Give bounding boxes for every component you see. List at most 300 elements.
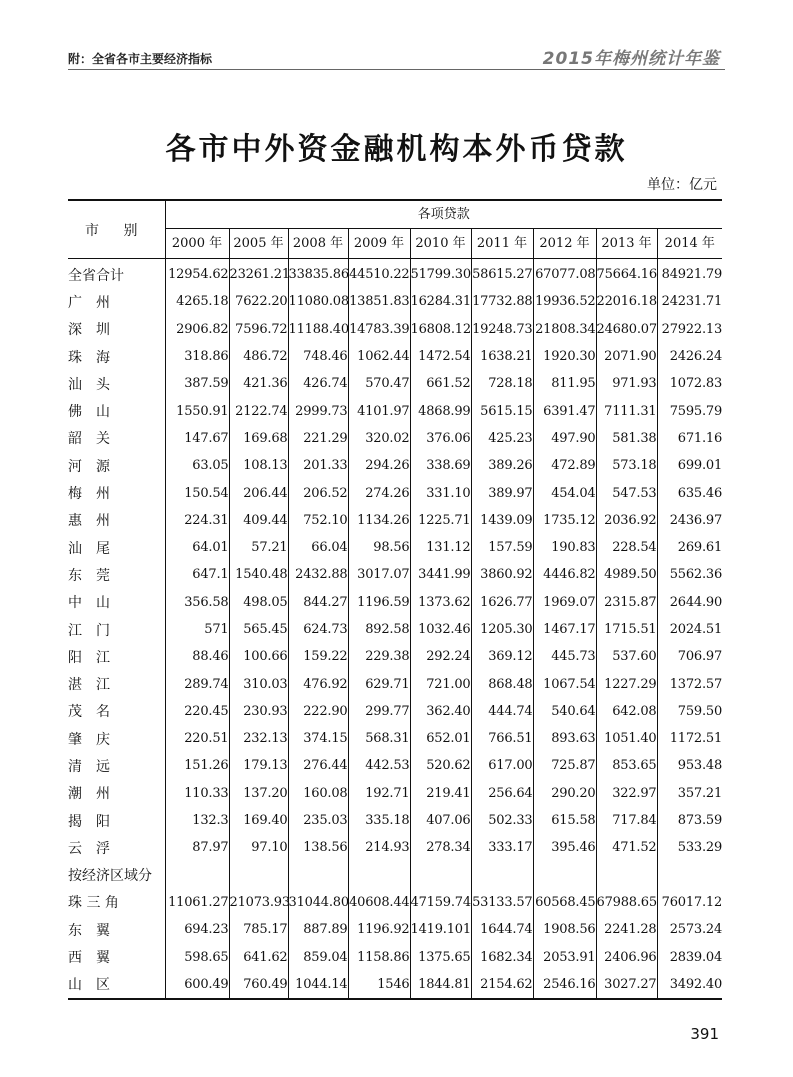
column-header-year: 2014 年: [657, 229, 722, 259]
value-cell: 785.17: [229, 916, 288, 943]
value-cell: 224.31: [165, 507, 229, 534]
value-cell: 19936.52: [533, 288, 596, 315]
value-cell: 1920.30: [533, 343, 596, 370]
value-cell: 568.31: [348, 725, 410, 752]
table-row: [68, 452, 722, 479]
value-cell: 60568.45: [533, 889, 596, 916]
value-cell: 229.38: [348, 643, 410, 670]
value-cell: 23261.21: [229, 259, 288, 289]
value-cell: 2241.28: [596, 916, 657, 943]
value-cell: 274.26: [348, 479, 410, 506]
region-name-cell: 东 翼: [68, 922, 110, 939]
value-cell: 256.64: [471, 780, 533, 807]
value-cell: 190.83: [533, 534, 596, 561]
region-name-cell: 深 圳: [68, 322, 110, 339]
value-cell: 2315.87: [596, 589, 657, 616]
value-cell: 357.21: [657, 780, 722, 807]
value-cell: 7596.72: [229, 316, 288, 343]
value-cell: 14783.39: [348, 316, 410, 343]
value-cell: 2573.24: [657, 916, 722, 943]
value-cell: 571: [165, 616, 229, 643]
value-cell: 2426.24: [657, 343, 722, 370]
page-number: 391: [690, 1025, 719, 1043]
value-cell: 476.92: [288, 670, 348, 697]
value-cell: 310.03: [229, 670, 288, 697]
value-cell: 147.67: [165, 425, 229, 452]
value-cell: 1227.29: [596, 670, 657, 697]
value-cell: 3492.40: [657, 971, 722, 999]
value-cell: 289.74: [165, 670, 229, 697]
value-cell: 335.18: [348, 807, 410, 834]
value-cell: [288, 862, 348, 889]
value-cell: 57.21: [229, 534, 288, 561]
value-cell: 873.59: [657, 807, 722, 834]
value-cell: 1372.57: [657, 670, 722, 697]
value-cell: 502.33: [471, 807, 533, 834]
value-cell: 2839.04: [657, 943, 722, 970]
table-row: [68, 616, 722, 643]
value-cell: 3860.92: [471, 561, 533, 588]
value-cell: 33835.86: [288, 259, 348, 289]
value-cell: 84921.79: [657, 259, 722, 289]
value-cell: 230.93: [229, 698, 288, 725]
value-cell: 3017.07: [348, 561, 410, 588]
value-cell: [165, 862, 229, 889]
year-header-row: [68, 229, 722, 259]
value-cell: 1062.44: [348, 343, 410, 370]
value-cell: 760.49: [229, 971, 288, 999]
value-cell: 1225.71: [410, 507, 471, 534]
value-cell: 407.06: [410, 807, 471, 834]
value-cell: 1472.54: [410, 343, 471, 370]
value-cell: 5615.15: [471, 397, 533, 424]
table-row: [68, 288, 722, 315]
region-name-cell: 珠 海: [68, 349, 110, 366]
value-cell: 387.59: [165, 370, 229, 397]
value-cell: 58615.27: [471, 259, 533, 289]
table-row: [68, 889, 722, 916]
page-title: 各市中外资金融机构本外币贷款: [165, 132, 628, 167]
value-cell: 811.95: [533, 370, 596, 397]
table-row: [68, 343, 722, 370]
value-cell: 472.89: [533, 452, 596, 479]
value-cell: 624.73: [288, 616, 348, 643]
region-name-cell: 肇 庆: [68, 731, 110, 748]
value-cell: 868.48: [471, 670, 533, 697]
value-cell: 299.77: [348, 698, 410, 725]
region-name-cell: 揭 阳: [68, 813, 110, 830]
value-cell: 333.17: [471, 834, 533, 861]
value-cell: 421.36: [229, 370, 288, 397]
region-name-cell: 西 翼: [68, 950, 110, 967]
value-cell: 533.29: [657, 834, 722, 861]
value-cell: 661.52: [410, 370, 471, 397]
value-cell: 290.20: [533, 780, 596, 807]
value-cell: 4989.50: [596, 561, 657, 588]
value-cell: 12954.62: [165, 259, 229, 289]
value-cell: 24231.71: [657, 288, 722, 315]
value-cell: 2999.73: [288, 397, 348, 424]
value-cell: 4265.18: [165, 288, 229, 315]
table-row: [68, 316, 722, 343]
value-cell: 21808.34: [533, 316, 596, 343]
value-cell: 97.10: [229, 834, 288, 861]
value-cell: 31044.80: [288, 889, 348, 916]
value-cell: 138.56: [288, 834, 348, 861]
value-cell: 1196.92: [348, 916, 410, 943]
value-cell: 4101.97: [348, 397, 410, 424]
region-name-cell: 江 门: [68, 622, 110, 639]
value-cell: 100.66: [229, 643, 288, 670]
value-cell: 1044.14: [288, 971, 348, 999]
value-cell: 547.53: [596, 479, 657, 506]
value-cell: 1373.62: [410, 589, 471, 616]
value-cell: 652.01: [410, 725, 471, 752]
table-row: [68, 834, 722, 861]
loans-table: [68, 199, 722, 1000]
region-name-cell: 云 浮: [68, 840, 110, 857]
table-row: [68, 725, 722, 752]
value-cell: 570.47: [348, 370, 410, 397]
value-cell: 19248.73: [471, 316, 533, 343]
value-cell: 232.13: [229, 725, 288, 752]
value-cell: 1546: [348, 971, 410, 999]
value-cell: 1638.21: [471, 343, 533, 370]
region-name-cell: 汕 尾: [68, 540, 110, 557]
value-cell: 44510.22: [348, 259, 410, 289]
unit-label: 单位：亿元: [647, 177, 717, 193]
value-cell: 1375.65: [410, 943, 471, 970]
value-cell: 11061.27: [165, 889, 229, 916]
value-cell: 369.12: [471, 643, 533, 670]
running-header-yearbook: 2015年梅州统计年鉴: [542, 49, 720, 69]
value-cell: 706.97: [657, 643, 722, 670]
value-cell: 214.93: [348, 834, 410, 861]
value-cell: 1032.46: [410, 616, 471, 643]
table-row: [68, 916, 722, 943]
value-cell: 356.58: [165, 589, 229, 616]
value-cell: 498.05: [229, 589, 288, 616]
value-cell: 892.58: [348, 616, 410, 643]
value-cell: 540.64: [533, 698, 596, 725]
value-cell: [533, 862, 596, 889]
value-cell: 4446.82: [533, 561, 596, 588]
value-cell: 1844.81: [410, 971, 471, 999]
value-cell: 445.73: [533, 643, 596, 670]
region-name-cell: 湛 江: [68, 677, 110, 694]
value-cell: 699.01: [657, 452, 722, 479]
region-name-cell: 中 山: [68, 595, 110, 612]
value-cell: 759.50: [657, 698, 722, 725]
value-cell: 425.23: [471, 425, 533, 452]
value-cell: 75664.16: [596, 259, 657, 289]
value-cell: 221.29: [288, 425, 348, 452]
value-cell: 169.40: [229, 807, 288, 834]
value-cell: 362.40: [410, 698, 471, 725]
value-cell: 859.04: [288, 943, 348, 970]
value-cell: 47159.74: [410, 889, 471, 916]
value-cell: 5562.36: [657, 561, 722, 588]
value-cell: 454.04: [533, 479, 596, 506]
value-cell: 748.46: [288, 343, 348, 370]
region-name-cell: 清 远: [68, 758, 110, 775]
region-name-cell: 全省合计: [68, 267, 124, 284]
value-cell: 131.12: [410, 534, 471, 561]
value-cell: [471, 862, 533, 889]
column-header-year: 2009 年: [348, 229, 410, 259]
value-cell: 573.18: [596, 452, 657, 479]
value-cell: 132.3: [165, 807, 229, 834]
value-cell: 219.41: [410, 780, 471, 807]
value-cell: 22016.18: [596, 288, 657, 315]
value-cell: 21073.93: [229, 889, 288, 916]
table-row: [68, 397, 722, 424]
region-name-cell: 梅 州: [68, 486, 110, 503]
value-cell: 2436.97: [657, 507, 722, 534]
column-header-year: 2010 年: [410, 229, 471, 259]
value-cell: 2036.92: [596, 507, 657, 534]
value-cell: 169.68: [229, 425, 288, 452]
region-name-cell: 阳 江: [68, 649, 110, 666]
value-cell: 971.93: [596, 370, 657, 397]
value-cell: 1644.74: [471, 916, 533, 943]
table-row: [68, 943, 722, 970]
value-cell: 7622.20: [229, 288, 288, 315]
value-cell: 389.97: [471, 479, 533, 506]
region-name-cell: 汕 头: [68, 376, 110, 393]
value-cell: 137.20: [229, 780, 288, 807]
value-cell: 206.44: [229, 479, 288, 506]
table-row: [68, 370, 722, 397]
value-cell: 88.46: [165, 643, 229, 670]
value-cell: 40608.44: [348, 889, 410, 916]
value-cell: 2432.88: [288, 561, 348, 588]
region-name-cell: 山 区: [68, 971, 165, 999]
region-name-cell: 广 州: [68, 294, 110, 311]
value-cell: 426.74: [288, 370, 348, 397]
value-cell: [229, 862, 288, 889]
region-name-cell: 潮 州: [68, 786, 110, 803]
region-name-cell: 惠 州: [68, 513, 110, 530]
value-cell: 766.51: [471, 725, 533, 752]
value-cell: 598.65: [165, 943, 229, 970]
value-cell: 1134.26: [348, 507, 410, 534]
region-name-cell: 茂 名: [68, 704, 110, 721]
value-cell: 2053.91: [533, 943, 596, 970]
table-row: [68, 561, 722, 588]
value-cell: 565.45: [229, 616, 288, 643]
table-row: [68, 507, 722, 534]
value-cell: 11188.40: [288, 316, 348, 343]
value-cell: 201.33: [288, 452, 348, 479]
value-cell: 671.16: [657, 425, 722, 452]
value-cell: 192.71: [348, 780, 410, 807]
value-cell: 206.52: [288, 479, 348, 506]
value-cell: 617.00: [471, 752, 533, 779]
value-cell: 179.13: [229, 752, 288, 779]
value-cell: 7595.79: [657, 397, 722, 424]
value-cell: 1072.83: [657, 370, 722, 397]
value-cell: 157.59: [471, 534, 533, 561]
region-name-cell: 东 莞: [68, 567, 110, 584]
value-cell: 2644.90: [657, 589, 722, 616]
value-cell: 1540.48: [229, 561, 288, 588]
value-cell: 87.97: [165, 834, 229, 861]
column-header-year: 2012 年: [533, 229, 596, 259]
table-row: [68, 589, 722, 616]
value-cell: 16284.31: [410, 288, 471, 315]
column-header-year: 2005 年: [229, 229, 288, 259]
column-header-year: 2013 年: [596, 229, 657, 259]
value-cell: 581.38: [596, 425, 657, 452]
value-cell: 1715.51: [596, 616, 657, 643]
value-cell: 4868.99: [410, 397, 471, 424]
value-cell: 600.49: [165, 971, 229, 999]
value-cell: 3027.27: [596, 971, 657, 999]
table-row: [68, 425, 722, 452]
column-header-year: 2000 年: [165, 229, 229, 259]
value-cell: 1626.77: [471, 589, 533, 616]
value-cell: 222.90: [288, 698, 348, 725]
value-cell: 1172.51: [657, 725, 722, 752]
value-cell: 276.44: [288, 752, 348, 779]
value-cell: 2406.96: [596, 943, 657, 970]
value-cell: 953.48: [657, 752, 722, 779]
value-cell: 1067.54: [533, 670, 596, 697]
region-name-cell: 按经济区域分: [68, 868, 152, 885]
table-row: [68, 780, 722, 807]
value-cell: 318.86: [165, 343, 229, 370]
value-cell: 725.87: [533, 752, 596, 779]
table-row: [68, 259, 722, 289]
value-cell: 409.44: [229, 507, 288, 534]
value-cell: 2906.82: [165, 316, 229, 343]
value-cell: 108.13: [229, 452, 288, 479]
value-cell: 615.58: [533, 807, 596, 834]
value-cell: 220.51: [165, 725, 229, 752]
value-cell: 53133.57: [471, 889, 533, 916]
value-cell: 752.10: [288, 507, 348, 534]
value-cell: 331.10: [410, 479, 471, 506]
table-row: [68, 670, 722, 697]
value-cell: 2122.74: [229, 397, 288, 424]
value-cell: 717.84: [596, 807, 657, 834]
value-cell: 1550.91: [165, 397, 229, 424]
value-cell: 497.90: [533, 425, 596, 452]
value-cell: 3441.99: [410, 561, 471, 588]
value-cell: 11080.08: [288, 288, 348, 315]
value-cell: 1467.17: [533, 616, 596, 643]
value-cell: 629.71: [348, 670, 410, 697]
value-cell: 444.74: [471, 698, 533, 725]
value-cell: 374.15: [288, 725, 348, 752]
value-cell: 235.03: [288, 807, 348, 834]
value-cell: 2154.62: [471, 971, 533, 999]
value-cell: 322.97: [596, 780, 657, 807]
value-cell: 17732.88: [471, 288, 533, 315]
value-cell: 76017.12: [657, 889, 722, 916]
value-cell: 63.05: [165, 452, 229, 479]
value-cell: [410, 862, 471, 889]
value-cell: 7111.31: [596, 397, 657, 424]
value-cell: 320.02: [348, 425, 410, 452]
value-cell: 269.61: [657, 534, 722, 561]
region-name-cell: 珠 三 角: [68, 895, 119, 912]
table-row: [68, 862, 722, 889]
value-cell: 1439.09: [471, 507, 533, 534]
value-cell: 893.63: [533, 725, 596, 752]
value-cell: 294.26: [348, 452, 410, 479]
value-cell: [596, 862, 657, 889]
running-header-section: 附：全省各市主要经济指标: [68, 52, 213, 66]
table-row: [68, 534, 722, 561]
value-cell: 471.52: [596, 834, 657, 861]
value-cell: 24680.07: [596, 316, 657, 343]
value-cell: 159.22: [288, 643, 348, 670]
value-cell: 641.62: [229, 943, 288, 970]
value-cell: 1419.101: [410, 916, 471, 943]
column-header-region: 市 别: [68, 200, 165, 259]
column-group-header: 各项贷款: [165, 200, 722, 229]
table-row: [68, 807, 722, 834]
value-cell: 27922.13: [657, 316, 722, 343]
value-cell: 16808.12: [410, 316, 471, 343]
value-cell: 2024.51: [657, 616, 722, 643]
value-cell: 853.65: [596, 752, 657, 779]
value-cell: 1969.07: [533, 589, 596, 616]
region-name-cell: 韶 关: [68, 431, 110, 448]
value-cell: 721.00: [410, 670, 471, 697]
value-cell: 51799.30: [410, 259, 471, 289]
value-cell: 537.60: [596, 643, 657, 670]
value-cell: 1051.40: [596, 725, 657, 752]
value-cell: 728.18: [471, 370, 533, 397]
value-cell: 887.89: [288, 916, 348, 943]
value-cell: 1908.56: [533, 916, 596, 943]
value-cell: 1158.86: [348, 943, 410, 970]
value-cell: 635.46: [657, 479, 722, 506]
value-cell: 2071.90: [596, 343, 657, 370]
value-cell: 110.33: [165, 780, 229, 807]
value-cell: 694.23: [165, 916, 229, 943]
value-cell: 66.04: [288, 534, 348, 561]
table-row: [68, 479, 722, 506]
column-header-year: 2011 年: [471, 229, 533, 259]
value-cell: 2546.16: [533, 971, 596, 999]
value-cell: 486.72: [229, 343, 288, 370]
value-cell: 844.27: [288, 589, 348, 616]
value-cell: 647.1: [165, 561, 229, 588]
table-row: [68, 971, 722, 999]
value-cell: 67988.65: [596, 889, 657, 916]
value-cell: 395.46: [533, 834, 596, 861]
value-cell: [348, 862, 410, 889]
table-row: [68, 643, 722, 670]
value-cell: 389.26: [471, 452, 533, 479]
value-cell: 98.56: [348, 534, 410, 561]
value-cell: 520.62: [410, 752, 471, 779]
value-cell: 642.08: [596, 698, 657, 725]
value-cell: 1682.34: [471, 943, 533, 970]
value-cell: 160.08: [288, 780, 348, 807]
table-row: [68, 698, 722, 725]
table-body: [68, 259, 722, 1000]
value-cell: 220.45: [165, 698, 229, 725]
value-cell: 338.69: [410, 452, 471, 479]
value-cell: 151.26: [165, 752, 229, 779]
header-divider: [68, 69, 725, 70]
value-cell: 13851.83: [348, 288, 410, 315]
